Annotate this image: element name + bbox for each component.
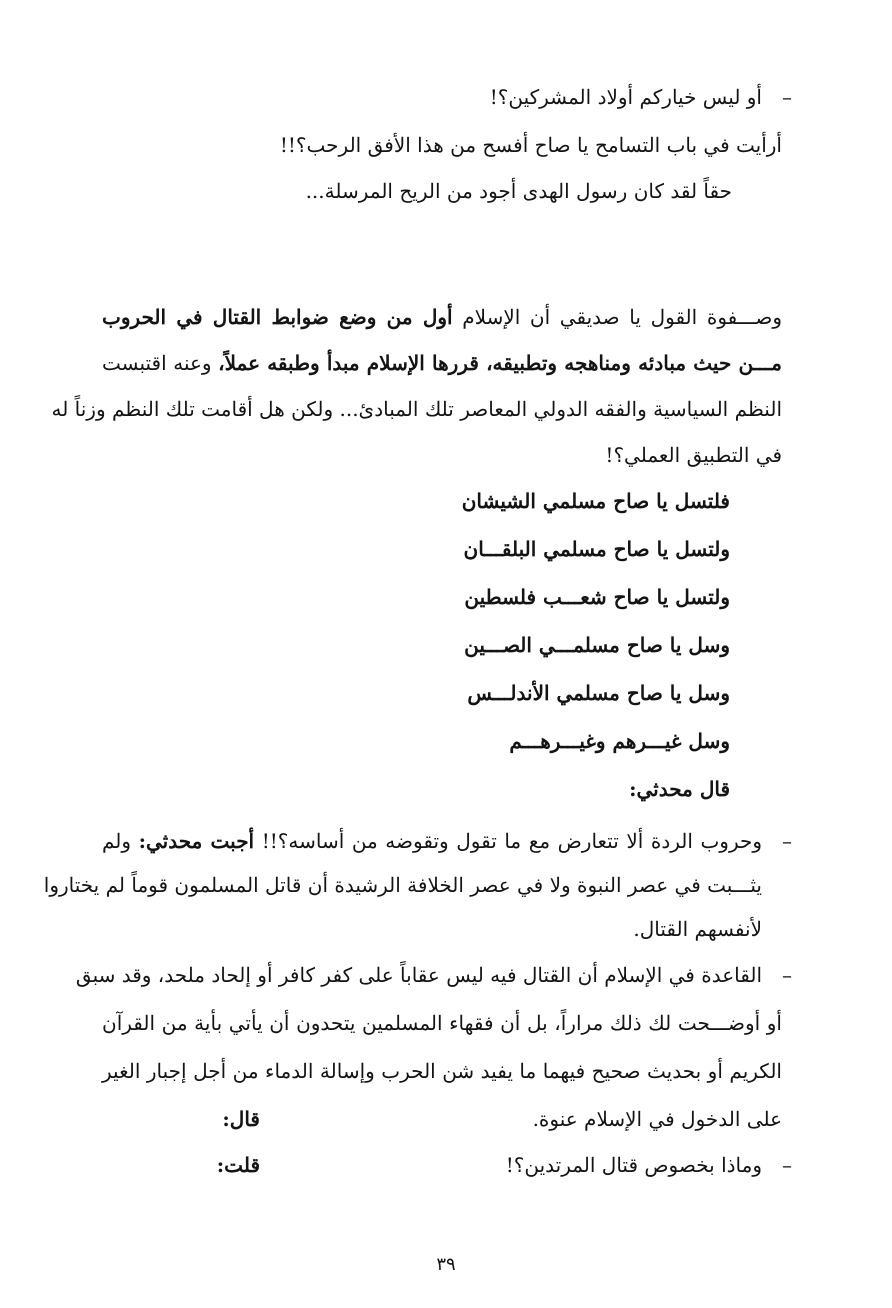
paragraph-line: وماذا بخصوص قتال المرتدين؟! <box>505 1153 762 1177</box>
dash-marker: – <box>782 963 792 987</box>
text-span: وصـــفوة القول يا صديقي أن الإسلام <box>452 305 782 329</box>
dash-marker: – <box>782 85 792 109</box>
text-span: ولم <box>102 829 139 853</box>
poem-line: ولتسل يا صاح شعـــب فلسطين <box>464 585 730 609</box>
dash-marker: – <box>782 1153 792 1177</box>
paragraph-line: النظم السياسية والفقه الدولي المعاصر تلك المبادئ... ولكن هل أقامت تلك النظم وزناً له <box>51 397 782 421</box>
text-line: أو ليس خياركم أولاد المشركين؟! <box>489 85 762 109</box>
poem-line: وسل يا صاح مسلمي الأندلـــس <box>467 681 730 705</box>
text-line: حقاً لقد كان رسول الهدى أجود من الريح المرسلة... <box>305 179 732 203</box>
bold-span: مـــن حيث مبادئه ومناهجه وتطبيقه، قررها الإسلام مبدأ وطبقه عملاً، <box>218 351 782 375</box>
text-line: أرأيت في باب التسامح يا صاح أفسح من هذا الأفق الرحب؟!! <box>279 133 782 157</box>
paragraph-line <box>102 302 782 332</box>
text-span: وعنه اقتبست <box>102 351 219 375</box>
poem-line: ولتسل يا صاح مسلمي البلقـــان <box>463 537 730 561</box>
bold-span: أول من وضع ضوابط القتال في الحروب <box>102 305 453 329</box>
heading-qal-muhaddithi: قال محدثي: <box>629 777 730 801</box>
paragraph-line: لأنفسهم القتال. <box>633 917 762 941</box>
text-span: وحروب الردة ألا تتعارض مع ما تقول وتقوضه من أساسه؟!! <box>261 829 763 853</box>
poem-line: فلتسل يا صاح مسلمي الشيشان <box>461 489 730 513</box>
paragraph-line <box>102 826 762 856</box>
paragraph-line <box>102 348 782 378</box>
page-number: ٣٩ <box>436 1254 456 1275</box>
label-qal: قال: <box>222 1107 260 1131</box>
label-qult: قلت: <box>216 1153 260 1177</box>
bold-span: أجبت محدثي: <box>138 829 255 853</box>
paragraph-line: يثـــبت في عصر النبوة ولا في عصر الخلافة الرشيدة أن قاتل المسلمون قوماً لم يختاروا <box>43 873 762 897</box>
paragraph-line: الكريم أو بحديث صحيح فيهما ما يفيد شن الحرب وإسالة الدماء من أجل إجبار الغير <box>102 1059 782 1083</box>
paragraph-line: أو أوضـــحت لك ذلك مراراً، بل أن فقهاء المسلمين يتحدون أن يأتي بأية من القرآن <box>102 1011 782 1035</box>
paragraph-line: في التطبيق العملي؟! <box>605 443 782 467</box>
poem-line: وسل يا صاح مسلمـــي الصـــين <box>464 633 730 657</box>
paragraph-line: على الدخول في الإسلام عنوة. <box>532 1107 782 1131</box>
dash-marker: – <box>782 829 792 853</box>
poem-line: وسل غيـــرهم وغيـــرهـــم <box>509 729 730 753</box>
paragraph-line: القاعدة في الإسلام أن القتال فيه ليس عقاباً على كفر كافر أو إلحاد ملحد، وقد سبق <box>75 963 762 987</box>
